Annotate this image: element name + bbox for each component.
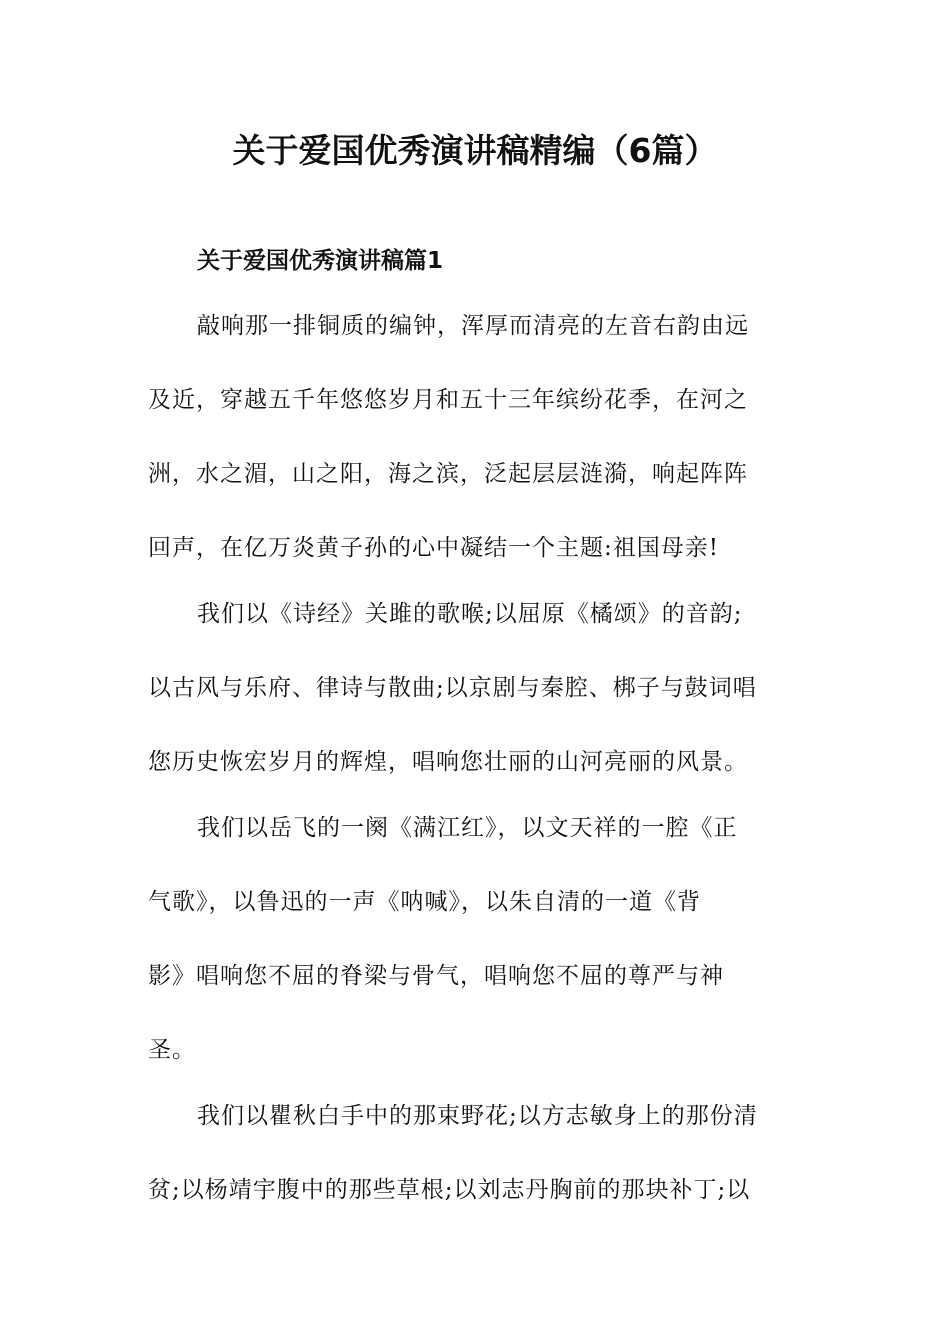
paragraph-line: 气歌》，以鲁迅的一声《呐喊》，以朱自清的一道《背 [148,889,701,915]
paragraph-line: 以古风与乐府、律诗与散曲;以京剧与秦腔、梆子与鼓词唱 [148,675,757,701]
paragraph-line: 您历史恢宏岁月的辉煌，唱响您壮丽的山河亮丽的风景。 [148,749,748,775]
paragraph-line: 我们以岳飞的一阕《满江红》，以文天祥的一腔《正 [197,815,738,841]
paragraph-line: 我们以《诗经》关雎的歌喉;以屈原《橘颂》的音韵; [197,601,743,627]
section-heading: 关于爱国优秀演讲稿篇1 [197,248,444,274]
paragraph-line: 及近，穿越五千年悠悠岁月和五十三年缤纷花季，在河之 [148,387,748,413]
paragraph-line: 敲响那一排铜质的编钟，浑厚而清亮的左音右韵由远 [197,313,749,339]
paragraph-line: 影》唱响您不屈的脊梁与骨气，唱响您不屈的尊严与神 [148,963,724,989]
paragraph-line: 贫;以杨靖宇腹中的那些草根;以刘志丹胸前的那块补丁;以 [148,1177,751,1203]
paragraph-line: 圣。 [148,1037,196,1063]
paragraph-line: 我们以瞿秋白手中的那束野花;以方志敏身上的那份清 [197,1103,758,1129]
paragraph-line: 回声，在亿万炎黄子孙的心中凝结一个主题:祖国母亲! [148,535,719,561]
paragraph-line: 洲，水之湄，山之阳，海之滨，泛起层层涟漪，响起阵阵 [148,461,748,487]
document-title: 关于爱国优秀演讲稿精编（6篇） [232,131,718,170]
